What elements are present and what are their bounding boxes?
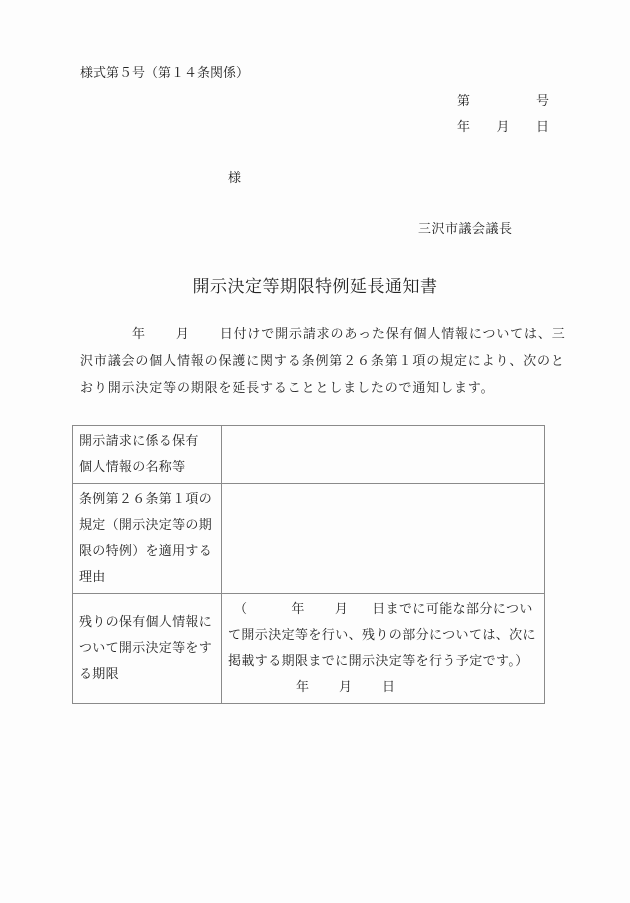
final-deadline-date bbox=[228, 675, 538, 701]
label-line: 開示請求に係る保有 bbox=[79, 434, 199, 449]
date-year: 年 bbox=[457, 120, 471, 135]
deadline-day: 日 bbox=[382, 680, 396, 695]
date-month: 月 bbox=[496, 120, 510, 135]
body-line-2: 沢市議会の個人情報の保護に関する条例第２６条第１項の規定により、次のと bbox=[80, 354, 565, 369]
table-row-deadline bbox=[73, 594, 545, 704]
info-table bbox=[72, 425, 545, 704]
field-reason[interactable] bbox=[222, 484, 545, 594]
row-label-reason bbox=[73, 484, 222, 594]
body-paragraph bbox=[80, 321, 566, 402]
document-number-line bbox=[457, 94, 549, 110]
form-number: 様式第５号（第１４条関係） bbox=[80, 66, 250, 81]
body-line-1-rest: 日付けで開示請求のあった保有個人情報については、三 bbox=[219, 327, 566, 342]
deadline-line-1-rest: 日までに可能な部分につい bbox=[372, 602, 533, 617]
document-number-suffix: 号 bbox=[535, 94, 549, 109]
field-record-name[interactable] bbox=[222, 426, 545, 484]
document-title: 開示決定等期限特例延長通知書 bbox=[192, 277, 438, 297]
body-line-3: おり開示決定等の期限を延長することとしましたので通知します。 bbox=[80, 381, 495, 396]
deadline-month: 月 bbox=[339, 680, 353, 695]
body-line-1 bbox=[80, 321, 566, 348]
addressee-honorific: 様 bbox=[228, 171, 242, 186]
deadline-year: 年 bbox=[296, 680, 310, 695]
deadline-line-1 bbox=[228, 597, 538, 623]
label-line: 個人情報の名称等 bbox=[79, 460, 186, 475]
body-month: 月 bbox=[175, 327, 190, 342]
partial-year: 年 bbox=[291, 602, 305, 617]
row-label-deadline bbox=[73, 594, 222, 704]
body-year: 年 bbox=[132, 327, 146, 342]
deadline-line-3: 掲載する期限までに開示決定等を行う予定です。） bbox=[228, 654, 529, 669]
deadline-line-2: て開示決定等を行い、残りの部分については、次に bbox=[228, 628, 536, 643]
label-line: 条例第２６条第１項の bbox=[79, 492, 213, 507]
row-label-record-name bbox=[73, 426, 222, 484]
document-number-prefix: 第 bbox=[457, 94, 471, 109]
date-day: 日 bbox=[535, 120, 549, 135]
sender-name: 三沢市議会議長 bbox=[418, 222, 513, 237]
label-line: 残りの保有個人情報に bbox=[79, 615, 213, 630]
document-date-line bbox=[457, 120, 549, 136]
label-line: 理由 bbox=[79, 570, 106, 585]
label-line: 限の特例）を適用する bbox=[79, 544, 213, 559]
label-line: ついて開示決定等をす bbox=[79, 641, 213, 656]
table-row-reason bbox=[73, 484, 545, 594]
label-line: る期限 bbox=[79, 667, 119, 682]
open-paren: （ bbox=[234, 602, 248, 617]
partial-month: 月 bbox=[334, 602, 349, 617]
field-deadline[interactable] bbox=[222, 594, 545, 704]
table-row-record-name bbox=[73, 426, 545, 484]
label-line: 規定（開示決定等の期 bbox=[79, 518, 213, 533]
